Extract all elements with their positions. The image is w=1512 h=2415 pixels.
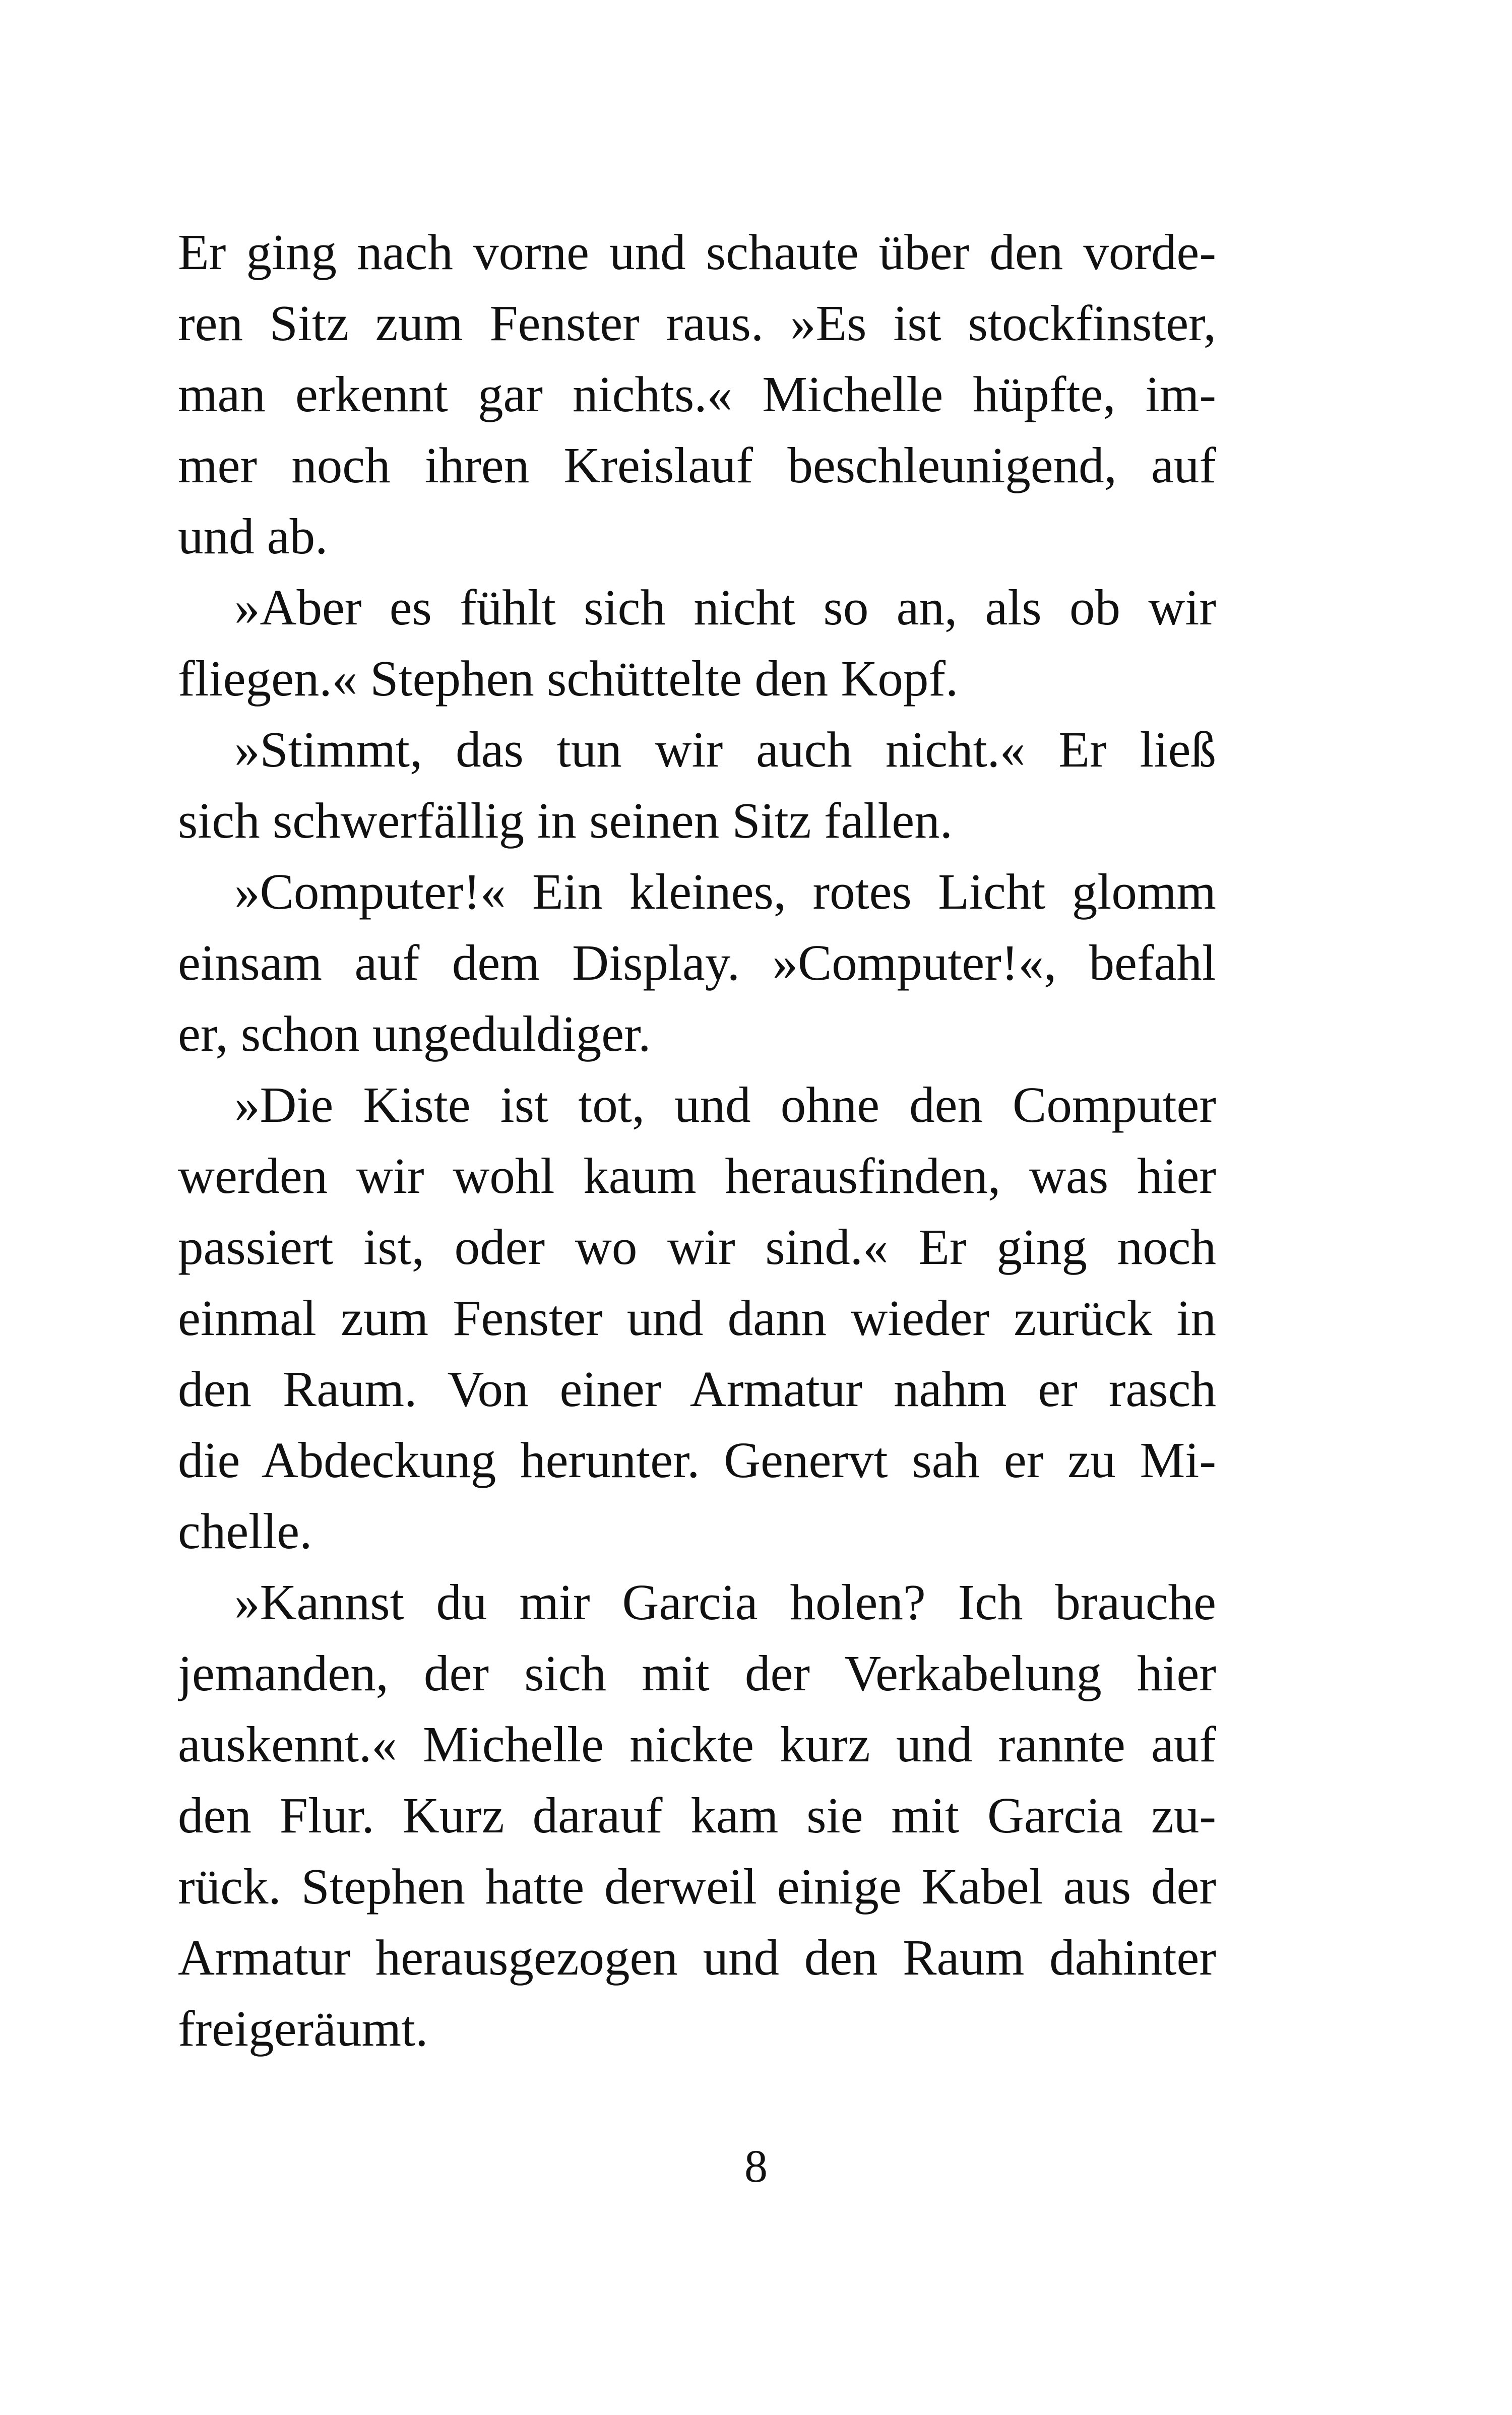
text-line: »Kannst du mir Garcia holen? Ich brauche [234,1574,1216,1630]
text-line: werden wir wohl kaum herausfinden, was hier [178,1148,1216,1204]
text-line: er, schon ungeduldiger. [178,1005,651,1062]
text-line: Armatur herausgezogen und den Raum dahinter [178,1929,1216,1986]
text-line: »Stimmt, das tun wir auch nicht.« Er ließ [234,721,1216,778]
text-line: freigeräumt. [178,2000,428,2057]
text-line: einsam auf dem Display. »Computer!«, befahl [178,934,1216,991]
text-line: »Aber es fühlt sich nicht so an, als ob wir [234,579,1216,635]
text-line: »Die Kiste ist tot, und ohne den Computer [234,1076,1216,1133]
text-line: einmal zum Fenster und dann wieder zurück in [178,1290,1216,1346]
text-line: den Flur. Kurz darauf kam sie mit Garcia zu- [178,1787,1216,1844]
text-line: und ab. [178,508,328,564]
text-line: mer noch ihren Kreislauf beschleunigend, auf [178,437,1216,493]
text-line: auskennt.« Michelle nickte kurz und rannte auf [178,1716,1216,1772]
body-text [178,217,1216,2064]
text-line: ren Sitz zum Fenster raus. »Es ist stockfinster, [178,295,1216,351]
text-line: fliegen.« Stephen schüttelte den Kopf. [178,650,959,707]
text-line: passiert ist, oder wo wir sind.« Er ging noch [178,1219,1216,1275]
text-line: chelle. [178,1503,312,1559]
text-line: die Abdeckung herunter. Genervt sah er zu Mi- [178,1432,1216,1488]
page-number: 8 [744,2140,768,2192]
text-line: jemanden, der sich mit der Verkabelung hier [178,1645,1216,1701]
text-line: rück. Stephen hatte derweil einige Kabel aus der [178,1858,1216,1915]
text-line: man erkennt gar nichts.« Michelle hüpfte, im- [178,366,1216,422]
text-line: den Raum. Von einer Armatur nahm er rasch [178,1361,1216,1417]
text-line: Er ging nach vorne und schaute über den vorde- [178,224,1216,280]
text-line: sich schwerfällig in seinen Sitz fallen. [178,792,953,849]
text-line: »Computer!« Ein kleines, rotes Licht glomm [234,863,1216,920]
